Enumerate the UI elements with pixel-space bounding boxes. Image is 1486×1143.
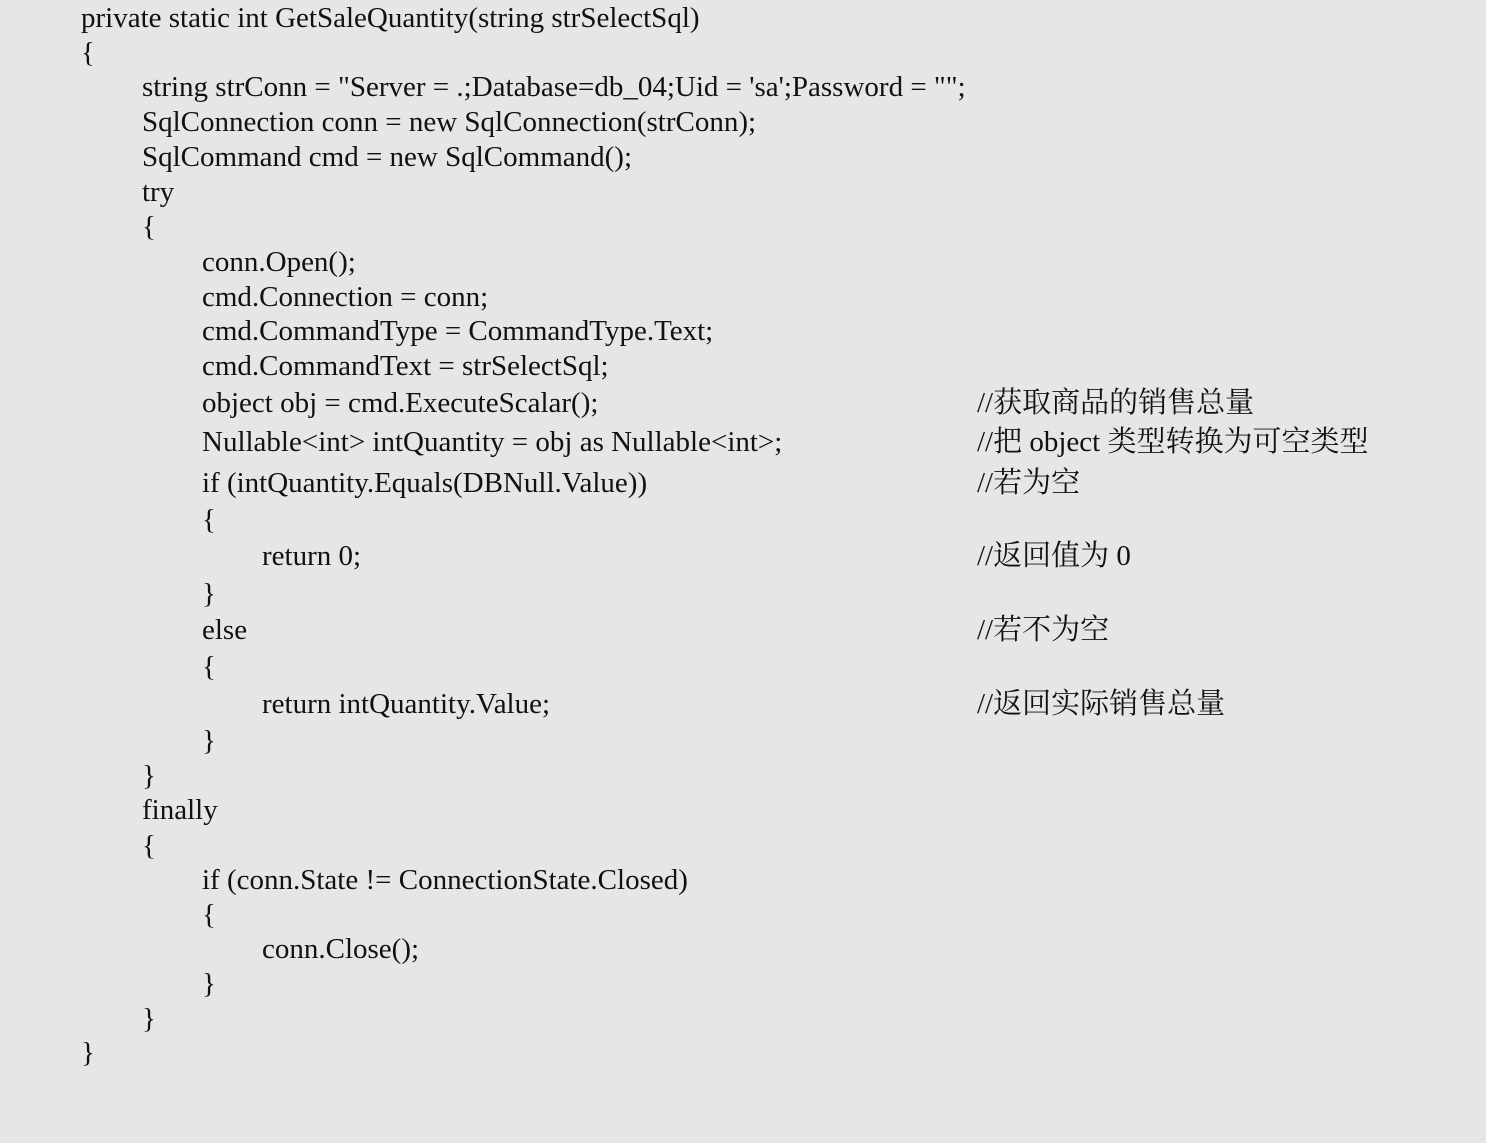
code-line (0, 502, 1486, 538)
code-line (0, 465, 1486, 501)
code-text: } (81, 1037, 95, 1069)
code-comment: //若不为空 (977, 614, 1110, 646)
code-line (0, 862, 1486, 898)
code-line (0, 279, 1486, 315)
code-text: } (202, 578, 216, 610)
code-text: object obj = cmd.ExecuteScalar(); (202, 387, 599, 419)
code-line (0, 576, 1486, 612)
code-text: return intQuantity.Value; (262, 688, 551, 720)
code-line (0, 1035, 1486, 1071)
code-text: } (142, 1003, 156, 1035)
code-text: return 0; (262, 540, 362, 572)
code-line (0, 385, 1486, 421)
code-text: { (202, 899, 216, 931)
code-line (0, 0, 1486, 36)
code-text: conn.Open(); (202, 246, 356, 278)
code-line (0, 792, 1486, 828)
code-text: finally (142, 794, 218, 826)
code-line (0, 538, 1486, 574)
code-line (0, 686, 1486, 722)
code-text: SqlConnection conn = new SqlConnection(strConn); (142, 106, 757, 138)
code-text: try (142, 176, 175, 208)
code-line (0, 313, 1486, 349)
code-text: { (202, 651, 216, 683)
code-text: if (conn.State != ConnectionState.Closed) (202, 864, 688, 896)
code-text: cmd.Connection = conn; (202, 281, 489, 313)
code-text: Nullable<int> intQuantity = obj as Nullable<int>; (202, 426, 783, 458)
code-text: } (202, 725, 216, 757)
code-text: { (142, 830, 156, 862)
code-line (0, 966, 1486, 1002)
code-text: cmd.CommandText = strSelectSql; (202, 350, 609, 382)
code-line (0, 723, 1486, 759)
code-text: private static int GetSaleQuantity(string strSelectSql) (81, 2, 700, 34)
code-text: } (202, 968, 216, 1000)
code-comment: //把 object 类型转换为可空类型 (977, 426, 1369, 458)
code-text: string strConn = "Server = .;Database=db_04;Uid = 'sa';Password = ""; (142, 71, 966, 103)
code-line (0, 424, 1486, 460)
code-text: { (81, 37, 95, 69)
code-text: SqlCommand cmd = new SqlCommand(); (142, 141, 632, 173)
code-comment: //获取商品的销售总量 (977, 387, 1255, 419)
code-line (0, 612, 1486, 648)
code-line (0, 69, 1486, 105)
code-text: { (202, 504, 216, 536)
code-text: if (intQuantity.Equals(DBNull.Value)) (202, 467, 648, 499)
code-line (0, 1001, 1486, 1037)
code-line (0, 931, 1486, 967)
code-line (0, 758, 1486, 794)
code-text: } (142, 760, 156, 792)
code-line (0, 139, 1486, 175)
code-comment: //若为空 (977, 467, 1081, 499)
code-line (0, 244, 1486, 280)
code-line (0, 209, 1486, 245)
code-text: cmd.CommandType = CommandType.Text; (202, 315, 714, 347)
code-text: conn.Close(); (262, 933, 420, 965)
code-text: { (142, 211, 156, 243)
code-comment: //返回值为 0 (977, 540, 1131, 572)
code-comment: //返回实际销售总量 (977, 688, 1226, 720)
code-line (0, 348, 1486, 384)
code-line (0, 828, 1486, 864)
code-line (0, 174, 1486, 210)
code-line (0, 649, 1486, 685)
code-line (0, 104, 1486, 140)
code-text: else (202, 614, 248, 646)
code-line (0, 897, 1486, 933)
code-line (0, 35, 1486, 71)
